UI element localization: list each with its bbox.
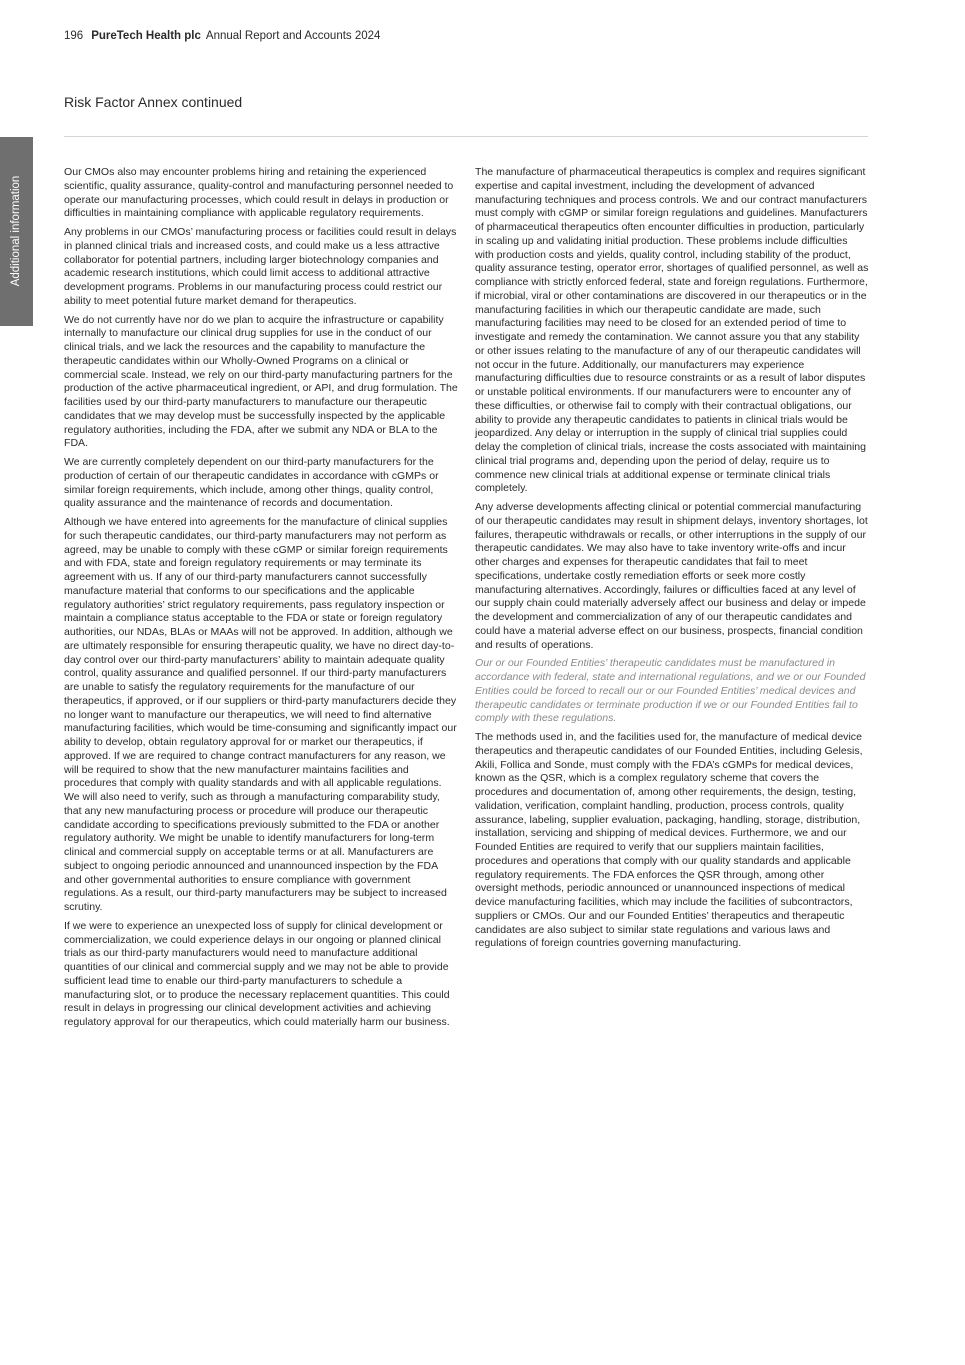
company-name: PureTech Health plc: [91, 30, 201, 42]
paragraph: Although we have entered into agreements for the manufacture of clinical supplies for such therapeutic candidates, our third-party manufacturers may not perform as agreed, may be unable to comply with these cGMP or similar foreign requirements and with FDA, state and foreign regulatory requirements or may terminate its agreement with us. If any of our third-party manufacturers cannot successfully manufacture material that conforms to our specifications and the applicable regulatory authorities’ strict regulatory requirements, pass regulatory inspection or maintain a compliance status acceptable to the FDA or state or foreign regulatory authorities, our NDAs, BLAs or MAAs will not be approved. In addition, although we are ultimately responsible for ensuring therapeutic quality, we have no direct day-to-day control over our third-party manufacturers’ ability to maintain adequate quality control, quality assurance and qualified personnel. If our third-party manufacturers are unable to satisfy the regulatory requirements for the manufacture of our therapeutics, if approved, or if our suppliers or third-party manufacturers decide they no longer want to manufacture our therapeutics, we will need to find alternative manufacturing facilities, which would be time-consuming and significantly impact our ability to develop, obtain regulatory approval for or market our therapeutics, if approved. If we are required to change contract manufacturers for any reason, we will be required to show that the new manufacturer maintains facilities and procedures that comply with quality standards and with all applicable regulations. We will also need to verify, such as through a manufacturing comparability study, that any new manufacturing process or procedure will produce our therapeutic candidate according to specifications previously submitted to the FDA or another regulatory authority. We might be unable to identify manufacturers for long-term clinical and commercial supply on acceptable terms or at all. Manufacturers are subject to ongoing periodic announced and unannounced inspection by the FDA and other governmental authorities to ensure compliance with government regulations. As a result, our third-party manufacturers may be subject to increased scrutiny.: [64, 516, 457, 913]
left-column: [64, 166, 458, 1035]
report-title: Annual Report and Accounts 2024: [205, 30, 381, 42]
paragraph: If we were to experience an unexpected loss of supply for clinical development or commercialization, we could experience delays in our ongoing or planned clinical trials as our third-party manufacturers would need to manufacture additional quantities of our clinical and commercial supply and we may not be able to provide sufficient lead time to enable our third-party manufacturers to schedule a manufacturing slot, or to produce the necessary replacement quantities. This could result in delays in progressing our clinical development activities and achieving regulatory approval for our therapeutics, which could materially harm our business.: [64, 919, 450, 1028]
section-title: Risk Factor Annex continued: [64, 94, 243, 110]
paragraph: The methods used in, and the facilities used for, the manufacture of medical device therapeutics and therapeutic candidates of our Founded Entities, including Gelesis, Akili, Follica and Sonde, must comply with the FDA’s cGMPs for medical devices, known as the QSR, which is a complex regulatory scheme that covers the procedures and documentation of, among other requirements, the design, testing, validation, verification, complaint handling, production, process controls, quality assurance, labeling, supplier evaluation, packaging, handling, storage, distribution, installation, servicing and shipping of medical devices. Furthermore, we and our Founded Entities are required to verify that our suppliers maintain facilities, procedures and operations that comply with our quality standards and applicable regulatory requirements. The FDA enforces the QSR through, among other oversight methods, periodic announced or unannounced inspections of medical device manufacturing facilities, which may include the facilities of subcontractors, suppliers or CMOs. Our and our Founded Entities’ therapeutics and therapeutic candidates are also subject to similar state regulations and various laws and regulations of foreign countries governing manufacturing.: [475, 731, 863, 950]
paragraph: The manufacture of pharmaceutical therapeutics is complex and requires significant expertise and capital investment, including the development of advanced manufacturing techniques and process controls. We and our contract manufacturers must comply with cGMP or similar foreign regulations and guidelines. Manufacturers of pharmaceutical therapeutics often encounter difficulties in production, particularly in scaling up and validating initial production. These problems include difficulties with production costs and yields, quality control, including stability of the product, quality assurance testing, operator error, shortages of qualified personnel, as well as compliance with strictly enforced federal, state and foreign regulations. Furthermore, if microbial, viral or other contaminations are discovered in our therapeutics or in the manufacturing facilities in which our therapeutic candidate are made, such manufacturing facilities may need to be closed for an extended period of time to investigate and remedy the contamination. We cannot assure you that any stability or other issues relating to the manufacture of any of our therapeutic candidates will not occur in the future. Additionally, our manufacturers may experience manufacturing difficulties due to resource constraints or as a result of labor disputes or unstable political environments. If our manufacturers were to encounter any of these difficulties, or otherwise fail to comply with their contractual obligations, our ability to provide any therapeutic candidates to patients in clinical trials would be jeopardized. Any delay or interruption in the supply of clinical trial supplies could delay the completion of clinical trials, increase the costs associated with maintaining clinical trial programs and, depending upon the period of delay, require us to commence new clinical trials at additional expense or terminate clinical trials completely.: [475, 166, 869, 495]
side-tab: [0, 137, 33, 326]
side-tab-label: Additional information: [10, 175, 22, 287]
paragraph: Any problems in our CMOs’ manufacturing process or facilities could result in delays in planned clinical trials and increased costs, and could make us a less attractive collaborator for potential partners, including larger biotechnology companies and academic research institutions, which could limit access to additional attractive development programs. Problems in our manufacturing process could restrict our ability to meet potential future market demand for therapeutics.: [64, 226, 457, 307]
page-number: 196: [64, 30, 84, 42]
paragraph: We are currently completely dependent on our third-party manufacturers for the production of certain of our therapeutic candidates in accordance with cGMPs or similar foreign requirements, which include, among other things, quality control, quality assurance and the maintenance of records and documentation.: [64, 456, 439, 510]
right-column: [475, 166, 869, 956]
page-header: [64, 30, 380, 42]
paragraph: Our CMOs also may encounter problems hiring and retaining the experienced scientific, quality assurance, quality-control and manufacturing personnel needed to operate our manufacturing processes, which could result in delays in production or difficulties in maintaining compliance with applicable regulatory requirements.: [64, 166, 454, 220]
header-divider: [64, 136, 868, 137]
risk-subheading: Our or our Founded Entities’ therapeutic candidates must be manufactured in accordance with federal, state and international regulations, and we or our Founded Entities could be forced to recall our or our Founded Entities’ medical devices and therapeutic candidates or terminate production if we or our Founded Entities fail to comply with these regulations.: [475, 657, 866, 725]
paragraph: We do not currently have nor do we plan to acquire the infrastructure or capability internally to manufacture our clinical drug supplies for use in the conduct of our clinical trials, and we lack the resources and the capability to manufacture the therapeutic candidates within our Wholly-Owned Programs on a clinical or commercial scale. Instead, we rely on our third-party manufacturing partners for the production of the active pharmaceutical ingredient, or API, and drug formulation. The facilities used by our third-party manufacturers to manufacture our therapeutic candidates that we may develop must be successfully inspected by the applicable regulatory authorities, including the FDA, after we submit any NDA or BLA to the FDA.: [64, 313, 458, 450]
paragraph: Any adverse developments affecting clinical or potential commercial manufacturing of our therapeutic candidates may result in shipment delays, inventory shortages, lot failures, therapeutic withdrawals or recalls, or other interruptions in the supply of our therapeutic candidates. We may also have to take inventory write-offs and incur other charges and expenses for therapeutic candidates that fail to meet specifications, undertake costly remediation efforts or seek more costly manufacturing alternatives. Accordingly, failures or difficulties faced at any level of our supply chain could materially adversely affect our business and delay or impede the development and commercialization of any of our therapeutic candidates and could have a material adverse effect on our business, prospects, financial condition and results of operations.: [475, 501, 868, 651]
